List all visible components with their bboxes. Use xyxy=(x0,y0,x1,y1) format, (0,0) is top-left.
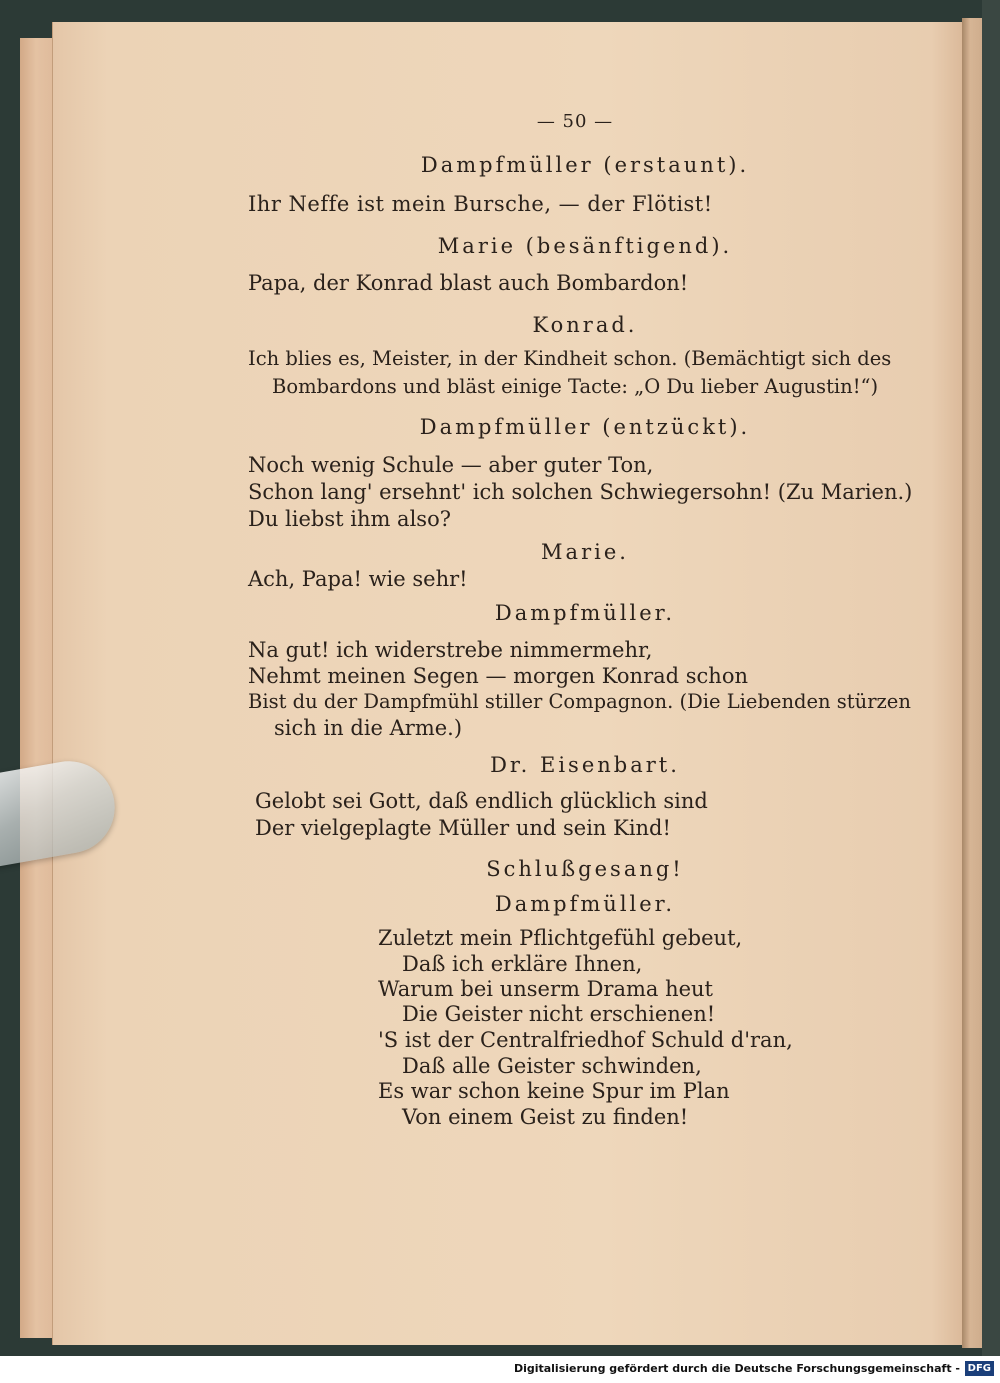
footer-bar xyxy=(0,1356,1000,1383)
verse-line: Der vielgeplagte Müller und sein Kind! xyxy=(255,816,671,840)
song-line: Warum bei unserm Drama heut xyxy=(378,977,713,1001)
verse-line: Na gut! ich widerstrebe nimmermehr, xyxy=(248,638,653,662)
song-line: Es war schon keine Spur im Plan xyxy=(378,1079,730,1103)
verse-line: Schon lang' ersehnt' ich solchen Schwiegersohn! (Zu Marien.) xyxy=(248,480,913,504)
scanner-background xyxy=(982,0,1000,1383)
page-number: — 50 — xyxy=(536,111,614,132)
verse-line: Noch wenig Schule — aber guter Ton, xyxy=(248,453,654,477)
song-line: Daß alle Geister schwinden, xyxy=(402,1054,702,1078)
verse-line: Papa, der Konrad blast auch Bombardon! xyxy=(248,271,689,295)
speaker-line: Konrad. xyxy=(532,313,638,337)
song-line: Die Geister nicht erschienen! xyxy=(402,1002,716,1026)
speaker-line: Marie. xyxy=(541,540,629,564)
verse-line: Ihr Neffe ist mein Bursche, — der Flötist! xyxy=(248,192,713,216)
speaker-line: Dampfmüller (entzückt). xyxy=(419,415,751,439)
song-line: Daß ich erkläre Ihnen, xyxy=(402,952,643,976)
funding-credit: Digitalisierung gefördert durch die Deutsche Forschungsgemeinschaft - xyxy=(513,1362,960,1375)
speaker-line: Marie (besänftigend). xyxy=(437,234,733,258)
song-line: 'S ist der Centralfriedhof Schuld d'ran, xyxy=(378,1028,793,1052)
speaker-line: Dampfmüller. xyxy=(494,601,676,625)
verse-line: Bombardons und bläst einige Tacte: „O Du lieber Augustin!“) xyxy=(272,375,879,398)
verse-line: Ich blies es, Meister, in der Kindheit schon. (Bemächtigt sich des xyxy=(248,347,892,370)
verse-line: Gelobt sei Gott, daß endlich glücklich sind xyxy=(255,789,708,813)
song-line: Von einem Geist zu finden! xyxy=(402,1105,689,1129)
song-line: Zuletzt mein Pflichtgefühl gebeut, xyxy=(378,926,743,950)
verse-line: Nehmt meinen Segen — morgen Konrad schon xyxy=(248,664,748,688)
verse-line: sich in die Arme.) xyxy=(274,716,463,740)
speaker-line: Dampfmüller. xyxy=(494,892,676,916)
verse-line: Du liebst ihm also? xyxy=(248,507,451,531)
verse-line: Ach, Papa! wie sehr! xyxy=(248,567,468,591)
dfg-logo: DFG xyxy=(965,1361,994,1376)
verse-line: Bist du der Dampfmühl stiller Compagnon. (Die Liebenden stürzen xyxy=(248,690,911,713)
right-page-edge xyxy=(962,18,982,1348)
speaker-line: Dr. Eisenbart. xyxy=(490,753,680,777)
speaker-line: Dampfmüller (erstaunt). xyxy=(420,153,750,177)
section-heading: Schlußgesang! xyxy=(486,857,684,881)
